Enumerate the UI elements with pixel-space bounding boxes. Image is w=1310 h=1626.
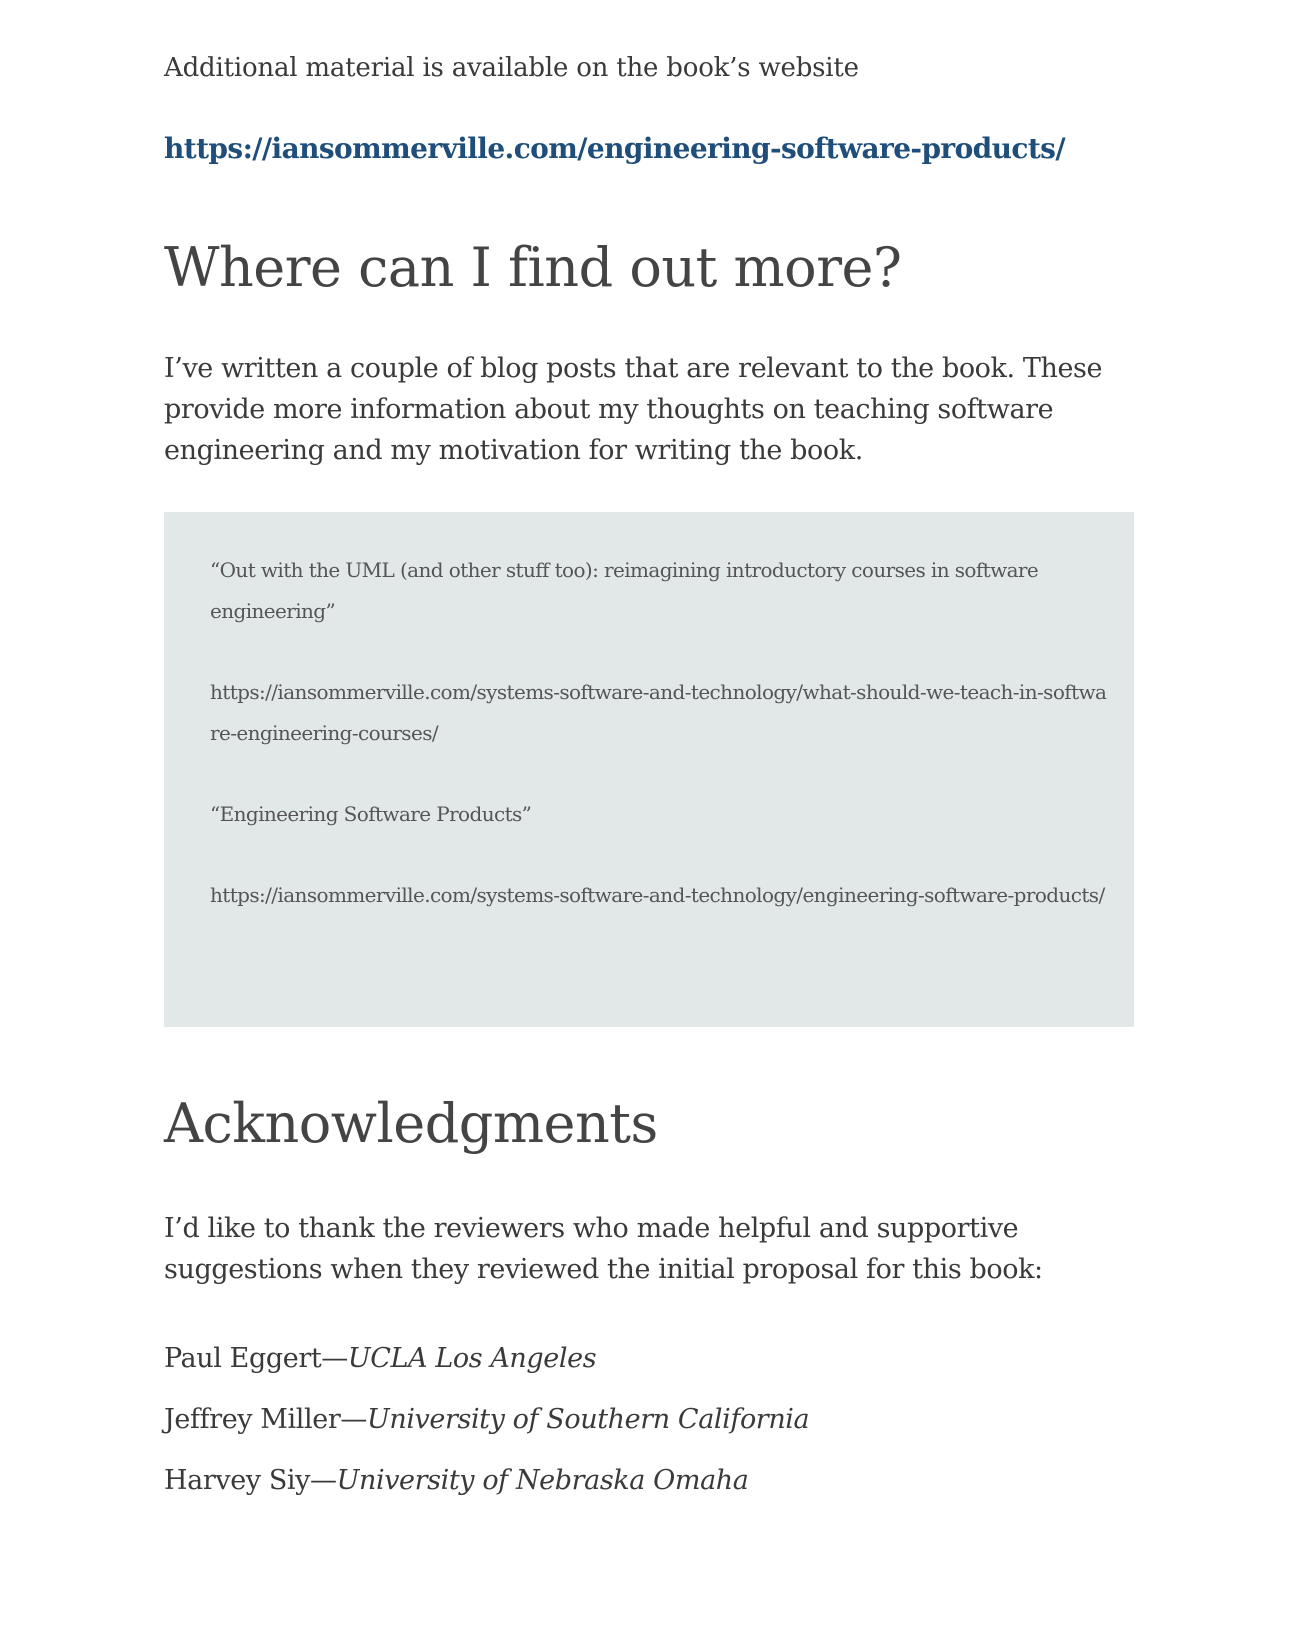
reviewer-affiliation: University of Southern California [366, 1404, 810, 1435]
reviewer-affiliation: UCLA Los Angeles [347, 1343, 597, 1374]
reviewer-item [164, 1450, 1144, 1511]
reviewer-dash: — [310, 1465, 337, 1496]
reviewer-dash: — [321, 1343, 348, 1374]
blog-post-title-uml: “Out with the UML (and other stuff too): reimagining introductory courses in software engineering” [210, 558, 1039, 623]
blog-posts-quote [164, 512, 1134, 1027]
reviewer-affiliation: University of Nebraska Omaha [336, 1465, 749, 1496]
reviewer-name: Harvey Siy [164, 1465, 311, 1496]
book-website-link[interactable]: https://iansommerville.com/engineering-software-products/ [164, 132, 1065, 165]
reviewer-name: Jeffrey Miller [164, 1404, 341, 1435]
acknowledgments-heading: Acknowledgments [164, 1092, 658, 1155]
acknowledgments-paragraph: I’d like to thank the reviewers who made helpful and supportive suggestions when they reviewed the initial proposal for this book: [164, 1213, 1043, 1285]
blog-post-url-esp: https://iansommerville.com/systems-software-and-technology/engineering-software-products/ [210, 883, 1105, 907]
reviewer-item [164, 1389, 1144, 1450]
reviewer-item [164, 1328, 1144, 1389]
website-intro-text: Additional material is available on the book’s website [164, 53, 859, 83]
reviewer-name: Paul Eggert [164, 1343, 322, 1374]
reviewer-list [164, 1328, 1144, 1511]
blog-post-url-uml: https://iansommerville.com/systems-software-and-technology/what-should-we-teach-in-software-engineering-courses/ [210, 680, 1107, 745]
blog-posts-paragraph: I’ve written a couple of blog posts that are relevant to the book. These provide more information about my thoughts on teaching software engineering and my motivation for writing the book. [164, 353, 1103, 466]
reviewer-dash: — [340, 1404, 367, 1435]
blog-post-title-esp: “Engineering Software Products” [210, 802, 532, 826]
find-out-more-heading: Where can I find out more? [164, 236, 902, 299]
